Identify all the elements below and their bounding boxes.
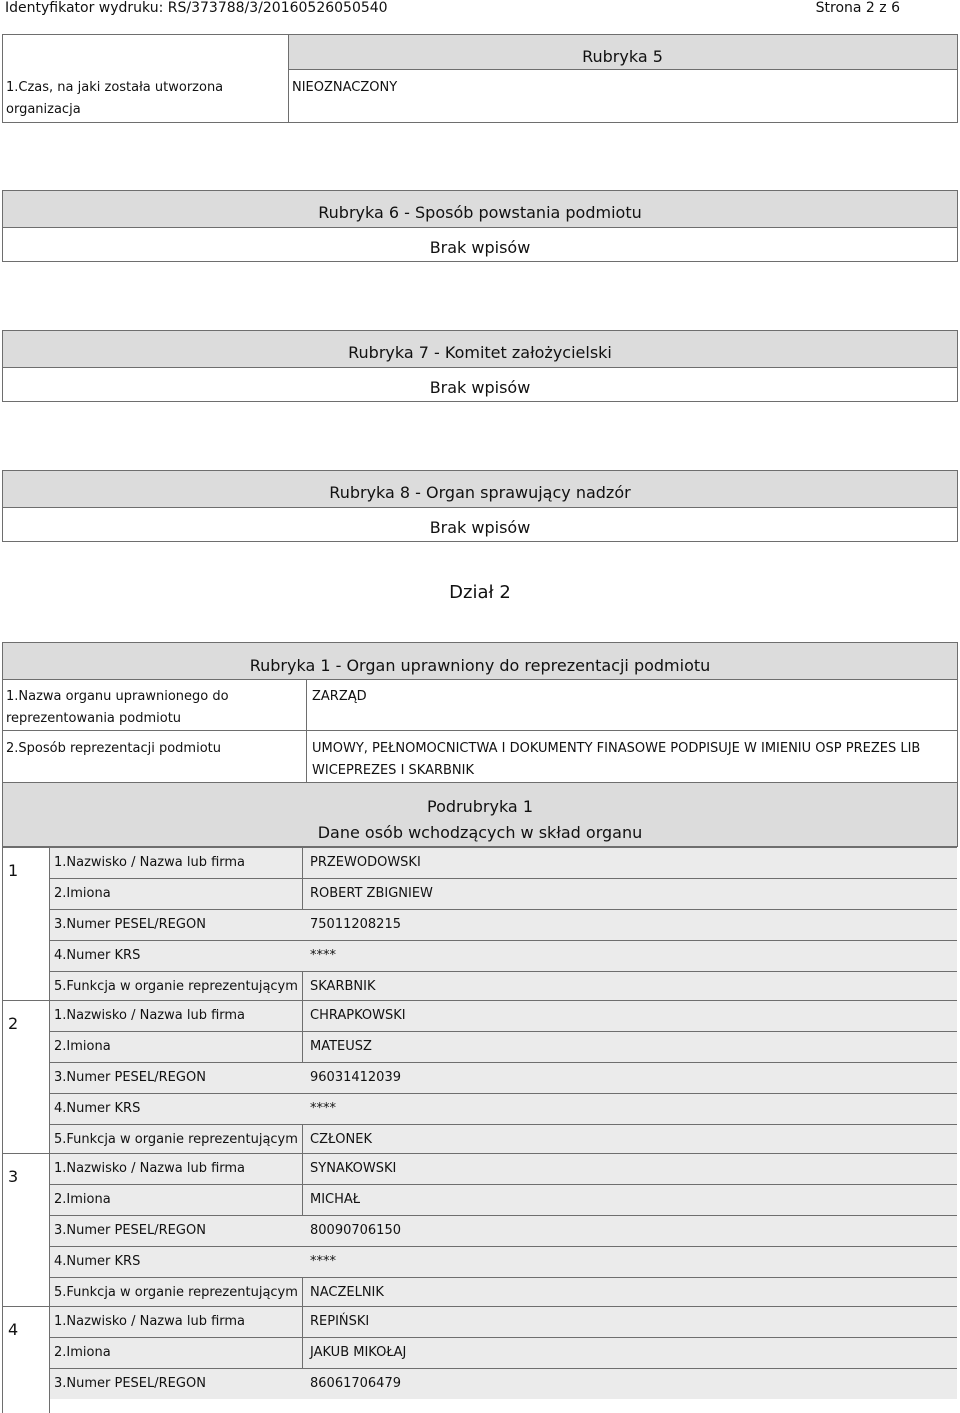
surname-label: 1.Nazwisko / Nazwa lub firma (54, 1008, 246, 1023)
function-value: SKARBNIK (310, 979, 376, 994)
print-identifier: Identyfikator wydruku: RS/373788/3/20160526050540 (5, 0, 388, 16)
rubryka-1-section (2, 642, 958, 783)
names-value: ROBERT ZBIGNIEW (310, 886, 433, 901)
rubryka-5-label: 1.Czas, na jaki została utworzona organizacja (6, 80, 224, 117)
names-value: MATEUSZ (310, 1039, 372, 1054)
pesel-label: 3.Numer PESEL/REGON (54, 1070, 206, 1085)
names-label: 2.Imiona (54, 1039, 111, 1054)
person-entry (2, 1000, 957, 1153)
names-label: 2.Imiona (54, 1345, 111, 1360)
rubryka-6-section (2, 190, 958, 262)
person-number: 4 (8, 1320, 19, 1339)
krs-value: **** (310, 1101, 336, 1116)
pesel-value: 96031412039 (310, 1070, 401, 1085)
rubryka-5-section (2, 34, 958, 123)
representation-method-label: 2.Sposób reprezentacji podmiotu (6, 741, 221, 756)
rubryka-5-value: NIEOZNACZONY (292, 80, 398, 95)
pesel-value: 75011208215 (310, 917, 401, 932)
rubryka-8-title: Rubryka 8 - Organ sprawujący nadzór (329, 483, 631, 502)
krs-label: 4.Numer KRS (54, 948, 141, 963)
function-label: 5.Funkcja w organie reprezentującym (54, 979, 298, 994)
person-entry (2, 1306, 957, 1413)
person-number: 2 (8, 1014, 19, 1033)
krs-label: 4.Numer KRS (54, 1254, 141, 1269)
function-label: 5.Funkcja w organie reprezentującym (54, 1132, 298, 1147)
surname-label: 1.Nazwisko / Nazwa lub firma (54, 1314, 246, 1329)
page-header (0, 0, 960, 20)
podrubryka-1-header (2, 783, 958, 847)
person-number: 1 (8, 861, 19, 880)
pesel-value: 80090706150 (310, 1223, 401, 1238)
names-value: JAKUB MIKOŁAJ (310, 1345, 407, 1360)
names-value: MICHAŁ (310, 1192, 361, 1207)
section-heading: Dział 2 (449, 582, 511, 603)
surname-value: CHRAPKOWSKI (310, 1008, 406, 1023)
person-entry (2, 847, 957, 1000)
pesel-value: 86061706479 (310, 1376, 401, 1391)
organ-name-label: 1.Nazwa organu uprawnionego do reprezentowania podmiotu (6, 689, 229, 726)
person-number: 3 (8, 1167, 19, 1186)
representation-method-value: UMOWY, PEŁNOMOCNICTWA I DOKUMENTY FINASOWE PODPISUJE W IMIENIU OSP PREZES LIB WICEPREZES I SKARBNIK (312, 741, 921, 778)
krs-label: 4.Numer KRS (54, 1101, 141, 1116)
function-label: 5.Funkcja w organie reprezentującym (54, 1285, 298, 1300)
surname-value: PRZEWODOWSKI (310, 855, 421, 870)
names-label: 2.Imiona (54, 1192, 111, 1207)
persons-table (2, 847, 958, 1413)
podrubryka-1-subtitle: Dane osób wchodzących w skład organu (317, 823, 643, 842)
rubryka-1-title: Rubryka 1 - Organ uprawniony do reprezentacji podmiotu (249, 656, 711, 675)
function-value: CZŁONEK (310, 1132, 372, 1147)
function-value: NACZELNIK (310, 1285, 384, 1300)
rubryka-8-section (2, 470, 958, 542)
rubryka-7-value: Brak wpisów (429, 378, 531, 397)
podrubryka-1-title: Podrubryka 1 (427, 797, 533, 816)
rubryka-8-value: Brak wpisów (429, 518, 531, 537)
pesel-label: 3.Numer PESEL/REGON (54, 1376, 206, 1391)
organ-name-value: ZARZĄD (312, 689, 367, 704)
person-entry (2, 1153, 957, 1306)
pesel-label: 3.Numer PESEL/REGON (54, 917, 206, 932)
rubryka-7-section (2, 330, 958, 402)
rubryka-6-value: Brak wpisów (429, 238, 531, 257)
surname-value: REPIŃSKI (310, 1314, 370, 1329)
rubryka-5-title: Rubryka 5 (582, 47, 663, 66)
rubryka-6-title: Rubryka 6 - Sposób powstania podmiotu (318, 203, 642, 222)
krs-value: **** (310, 948, 336, 963)
surname-label: 1.Nazwisko / Nazwa lub firma (54, 1161, 246, 1176)
page-number: Strona 2 z 6 (815, 0, 900, 16)
krs-value: **** (310, 1254, 336, 1269)
names-label: 2.Imiona (54, 886, 111, 901)
surname-label: 1.Nazwisko / Nazwa lub firma (54, 855, 246, 870)
rubryka-7-title: Rubryka 7 - Komitet założycielski (348, 343, 612, 362)
surname-value: SYNAKOWSKI (310, 1161, 397, 1176)
pesel-label: 3.Numer PESEL/REGON (54, 1223, 206, 1238)
